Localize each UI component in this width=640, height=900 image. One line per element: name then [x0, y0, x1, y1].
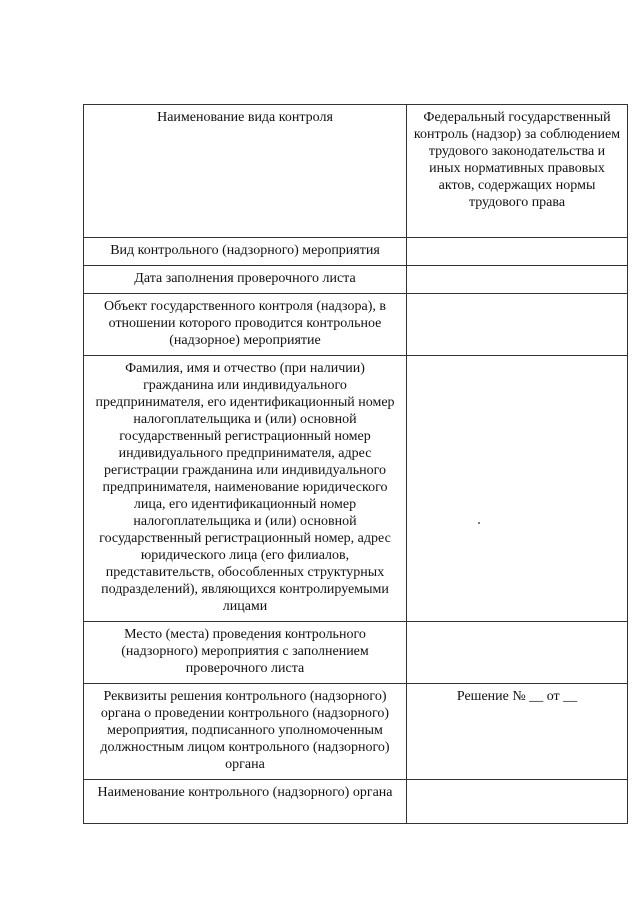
table-row [84, 684, 628, 780]
fill-date-value [407, 266, 628, 294]
event-location-value [407, 622, 628, 684]
event-type-value [407, 238, 628, 266]
event-location-label: Место (места) проведения контрольного (надзорного) мероприятия с заполнением проверочного листа [84, 622, 407, 684]
table-row [84, 780, 628, 824]
control-type-value: Федеральный государственный контроль (надзор) за соблюдением трудового законодательства и иных нормативных правовых актов, содержащих нормы трудового права [407, 105, 628, 238]
authority-name-value [407, 780, 628, 824]
table-row [84, 105, 628, 238]
decision-details-value: Решение № __ от __ [407, 684, 628, 780]
table-row [84, 356, 628, 622]
event-type-label: Вид контрольного (надзорного) мероприятия [84, 238, 407, 266]
authority-name-label: Наименование контрольного (надзорного) органа [84, 780, 407, 824]
table-row [84, 238, 628, 266]
controlled-person-label: Фамилия, имя и отчество (при наличии) гражданина или индивидуального предпринимателя, его идентификационный номер налогоплательщика и (или) основной государственный регистрационный номер индивидуального предпринимателя, адрес регистрации гражданина или индивидуального предпринимателя, наименование юридического лица, его идентификационный номер налогоплательщика и (или) основной государственный регистрационный номер, адрес юридического лица (его филиалов, представительств, обособленных структурных подразделений), являющихся контролируемыми лицами [84, 356, 407, 622]
checklist-header-table [83, 104, 628, 824]
decision-details-label: Реквизиты решения контрольного (надзорного) органа о проведении контрольного (надзорного) мероприятия, подписанного уполномоченным должностным лицом контрольного (надзорного) органа [84, 684, 407, 780]
control-object-value [407, 294, 628, 356]
table-row [84, 266, 628, 294]
table-row [84, 622, 628, 684]
scan-speck [478, 522, 480, 524]
control-object-label: Объект государственного контроля (надзора), в отношении которого проводится контрольное (надзорное) мероприятие [84, 294, 407, 356]
table-row [84, 294, 628, 356]
control-type-label: Наименование вида контроля [84, 105, 407, 238]
fill-date-label: Дата заполнения проверочного листа [84, 266, 407, 294]
controlled-person-value [407, 356, 628, 622]
